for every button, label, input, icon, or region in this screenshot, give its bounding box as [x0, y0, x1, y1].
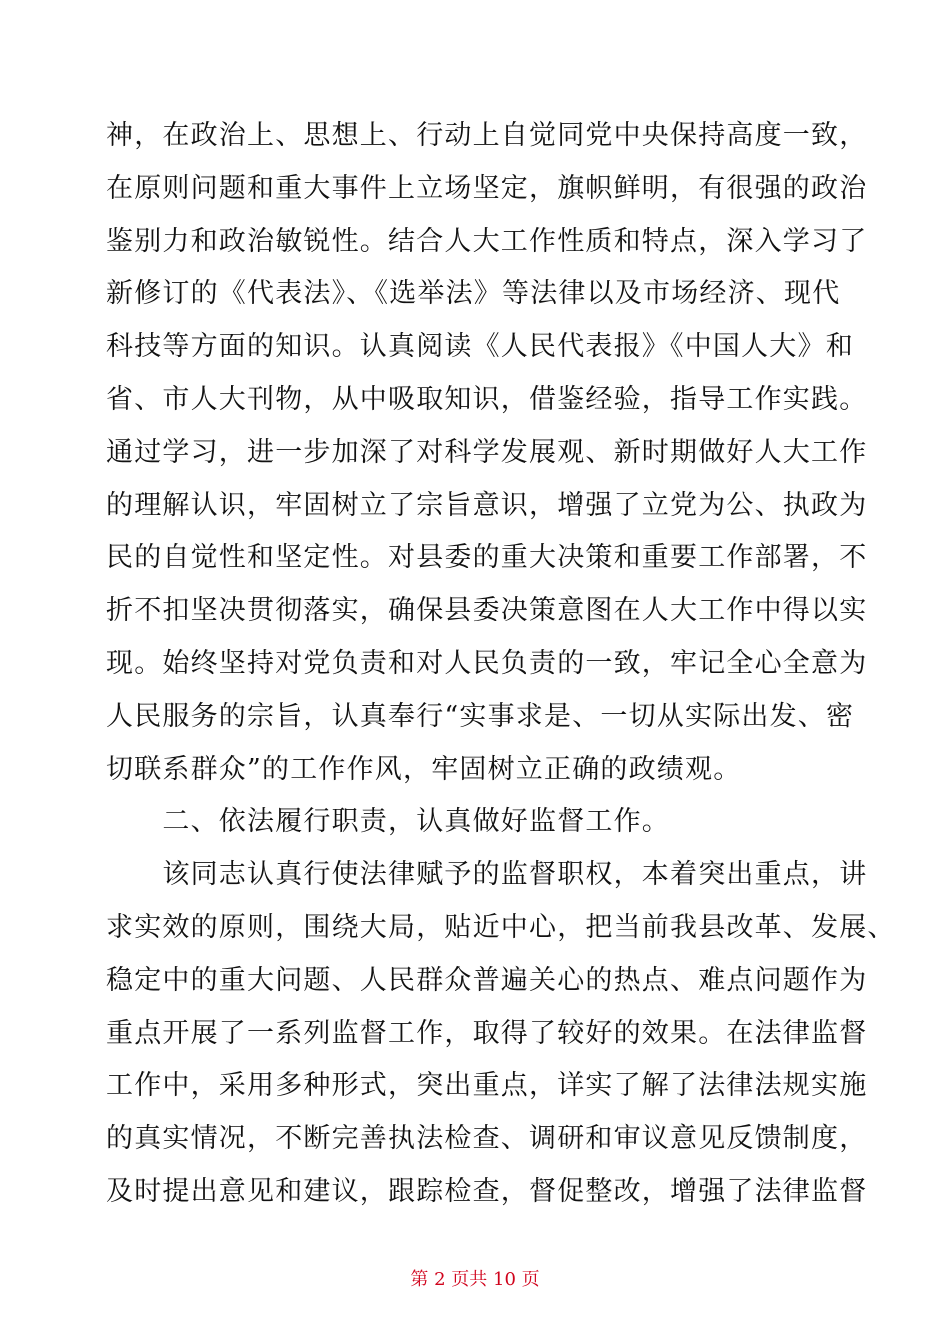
- text-line: 折不扣坚决贯彻落实，确保县委决策意图在人大工作中得以实: [106, 595, 868, 627]
- text-line: 科技等方面的知识。认真阅读《人民代表报》《中国人大》和: [106, 331, 854, 363]
- text-line: 的真实情况，不断完善执法检查、调研和审议意见反馈制度，: [106, 1123, 868, 1155]
- text-line: 鉴别力和政治敏锐性。结合人大工作性质和特点，深入学习了: [106, 225, 868, 257]
- text-line: 现。始终坚持对党负责和对人民负责的一致，牢记全心全意为: [106, 647, 868, 679]
- text-line: 切联系群众”的工作作风，牢固树立正确的政绩观。: [106, 753, 742, 785]
- text-line: 该同志认真行使法律赋予的监督职权，本着突出重点，讲: [106, 859, 868, 891]
- text-line: 重点开展了一系列监督工作，取得了较好的效果。在法律监督: [106, 1017, 868, 1049]
- text-line: 稳定中的重大问题、人民群众普遍关心的热点、难点问题作为: [106, 964, 868, 996]
- page-number-footer: 第 2 页共 10 页: [410, 1269, 540, 1290]
- text-line: 省、市人大刊物，从中吸取知识，借鉴经验，指导工作实践。: [106, 383, 868, 415]
- document-body: [106, 110, 896, 1219]
- text-line: 新修订的《代表法》、《选举法》等法律以及市场经济、现代: [106, 278, 841, 310]
- text-line: 的理解认识，牢固树立了宗旨意识，增强了立党为公、执政为: [106, 489, 868, 521]
- text-line: 在原则问题和重大事件上立场坚定，旗帜鲜明，有很强的政治: [106, 172, 868, 204]
- text-line: 及时提出意见和建议，跟踪检查，督促整改，增强了法律监督: [106, 1175, 868, 1207]
- text-line: 民的自觉性和坚定性。对县委的重大决策和重要工作部署，不: [106, 542, 868, 574]
- text-line: 通过学习，进一步加深了对科学发展观、新时期做好人大工作: [106, 436, 868, 468]
- text-line: 工作中，采用多种形式，突出重点，详实了解了法律法规实施: [106, 1070, 868, 1102]
- text-line: 求实效的原则，围绕大局，贴近中心，把当前我县改革、发展、: [106, 911, 896, 943]
- text-line: 人民服务的宗旨，认真奉行“实事求是、一切从实际出发、密: [106, 700, 855, 732]
- section-heading: 二、依法履行职责，认真做好监督工作。: [106, 806, 670, 838]
- text-line: 神，在政治上、思想上、行动上自觉同党中央保持高度一致，: [106, 120, 868, 151]
